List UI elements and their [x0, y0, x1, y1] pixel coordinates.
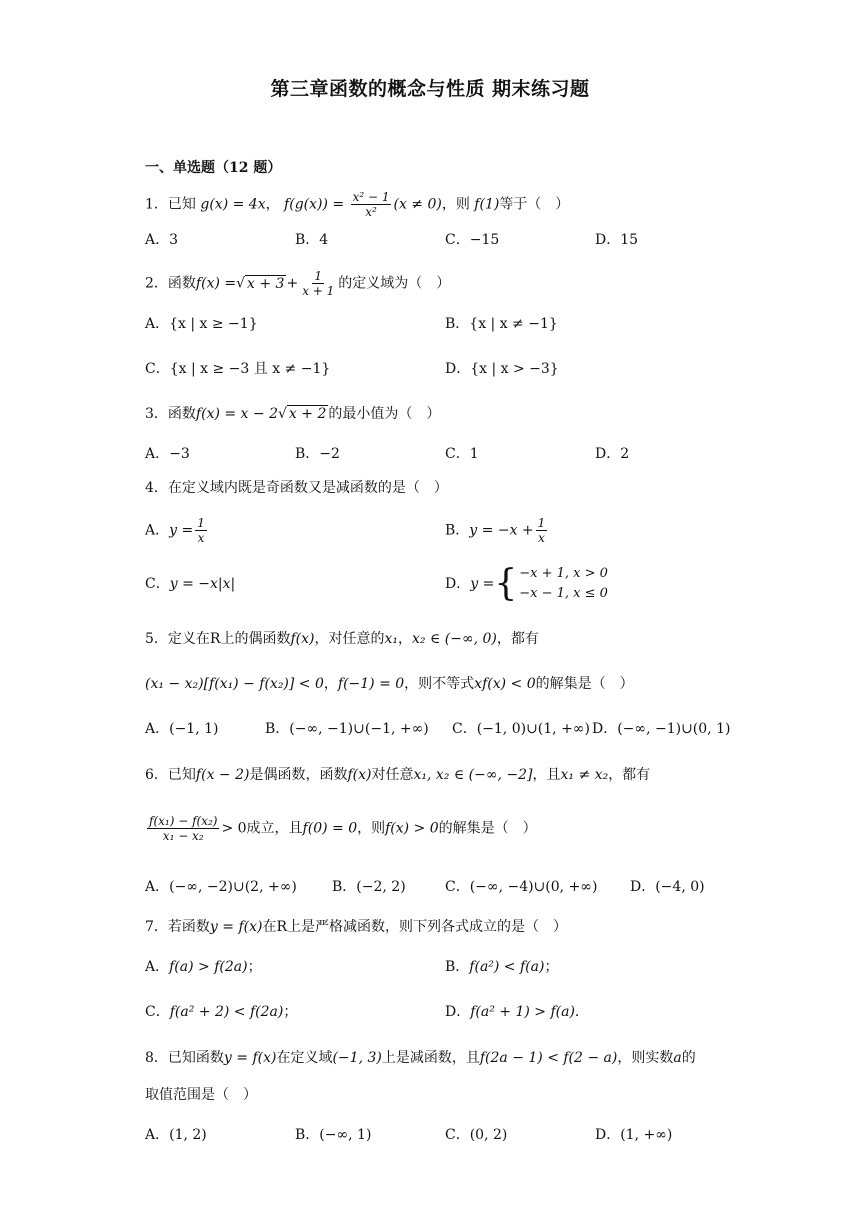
section-heading: 一、单选题（12 题）: [145, 160, 282, 176]
q4-option-b: B．y = −x + $\frac{1}{x}$: [445, 516, 546, 545]
page-title: 第三章函数的概念与性质 期末练习题: [270, 78, 590, 100]
question-2-stem: 2．函数f(x) =√ x + 3 + $\frac{1}{x + 1}$ 的定义域为（ ）: [145, 269, 451, 298]
question-3-stem: 3．函数f(x) = x − 2√ x + 2 的最小值为（ ）: [145, 406, 441, 422]
q8-option-c: C．(0, 2): [445, 1127, 508, 1143]
question-8-stem-cont: 取值范围是（ ）: [145, 1087, 257, 1103]
q1-option-c: C．−15: [445, 232, 500, 248]
question-1-stem: 1．已知 g(x) = 4x， f(g(x)) = $\frac{\text{x² − 1}}{\text{x²}}$ (x ≠ 0)，则 f(1)等于（ ）: [145, 190, 570, 219]
q3-option-b: B．−2: [295, 446, 340, 462]
fraction: $\frac{\text{x² − 1}}{\text{x²}}$: [352, 190, 390, 219]
fraction: $\frac{1}{x + 1}$: [302, 269, 335, 298]
q5-option-d: D．(−∞, −1)∪(0, 1): [592, 721, 731, 737]
q2-option-c: C．{x | x ≥ −3 且 x ≠ −1}: [145, 361, 331, 377]
q4-option-a: A．y = $\frac{1}{x}$: [145, 516, 205, 545]
q6-option-a: A．(−∞, −2)∪(2, +∞): [145, 879, 297, 895]
q6-option-c: C．(−∞, −4)∪(0, +∞): [445, 879, 598, 895]
q1-option-d: D．15: [595, 232, 639, 248]
q8-option-d: D．(1, +∞): [595, 1127, 673, 1143]
fraction: $\frac{1}{x}$: [197, 516, 205, 545]
q2-option-a: A．{x | x ≥ −1}: [145, 316, 258, 332]
q7-option-b: B．f(a²) < f(a)；: [445, 959, 559, 975]
q5-option-a: A．(−1, 1): [145, 721, 219, 737]
q7-option-d: D．f(a² + 1) > f(a)．: [445, 1004, 589, 1020]
q2-option-b: B．{x | x ≠ −1}: [445, 316, 558, 332]
q2-option-d: D．{x | x > −3}: [445, 361, 559, 377]
question-6-stem: 6．已知f(x − 2)是偶函数，函数f(x)对任意x₁, x₂ ∈ (−∞, −2]，且x₁ ≠ x₂，都有: [145, 767, 651, 783]
question-5-stem-cont: (x₁ − x₂)[f(x₁) − f(x₂)] < 0，f(−1) = 0，则不等式xf(x) < 0的解集是（ ）: [145, 676, 634, 692]
q1-option-b: B．4: [295, 232, 329, 248]
piecewise-cases: −x + 1, x > 0 −x − 1, x ≤ 0: [519, 566, 608, 601]
question-7-stem: 7．若函数y = f(x)在R上是严格减函数，则下列各式成立的是（ ）: [145, 919, 568, 935]
q4-option-d: D． y = { −x + 1, x > 0 −x − 1, x ≤ 0: [445, 563, 608, 604]
q8-option-b: B．(−∞, 1): [295, 1127, 372, 1143]
q4-option-c: C．y = −x|x|: [145, 576, 236, 592]
question-4-stem: 4．在定义域内既是奇函数又是减函数的是（ ）: [145, 480, 448, 496]
left-brace: {: [494, 563, 518, 604]
fraction: $\frac{1}{x}$: [537, 516, 546, 545]
q6-option-b: B．(−2, 2): [332, 879, 406, 895]
question-8-stem: 8．已知函数y = f(x)在定义域(−1, 3)上是减函数，且f(2a − 1) < f(2 − a)，则实数a的: [145, 1050, 696, 1066]
q6-option-d: D．(−4, 0): [630, 879, 705, 895]
q5-option-c: C．(−1, 0)∪(1, +∞): [452, 721, 590, 737]
fraction: $\frac{\text{f(x₁) − f(x₂)}}{\text{x₁ − x₂}}$: [149, 814, 218, 843]
q7-option-a: A．f(a) > f(2a)；: [145, 959, 262, 975]
question-5-stem: 5．定义在R上的偶函数f(x)，对任意的x₁，x₂ ∈ (−∞, 0)，都有: [145, 631, 539, 647]
q3-option-d: D．2: [595, 446, 630, 462]
q8-option-a: A．(1, 2): [145, 1127, 207, 1143]
q5-option-b: B．(−∞, −1)∪(−1, +∞): [265, 721, 429, 737]
q3-option-a: A．−3: [145, 446, 190, 462]
q7-option-c: C．f(a² + 2) < f(2a)；: [145, 1004, 298, 1020]
q1-option-a: A．3: [145, 232, 179, 248]
q3-option-c: C．1: [445, 446, 479, 462]
question-6-stem-cont: $\frac{\text{f(x₁) − f(x₂)}}{\text{x₁ − x₂}}$ > 0成立，且f(0) = 0，则f(x) > 0的解集是（ ）: [149, 814, 537, 843]
